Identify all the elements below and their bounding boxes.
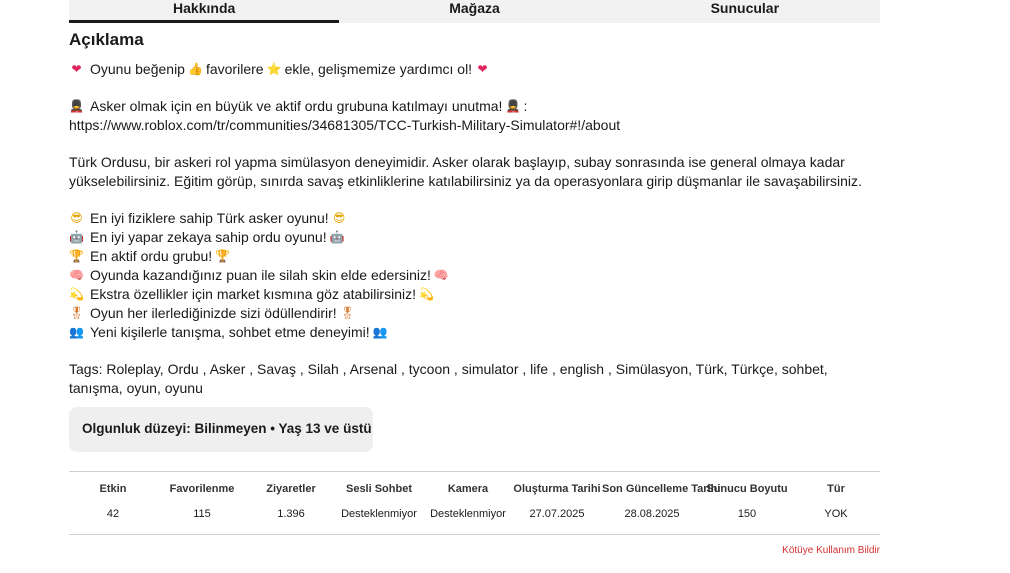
stat-camera	[418, 483, 518, 520]
feature-text: En iyi fiziklere sahip Türk asker oyunu!	[90, 210, 329, 226]
description-text: Asker olmak için en büyük ve aktif ordu grubuna katılmayı unutma!	[90, 98, 503, 114]
stat-value: Desteklenmiyor	[341, 508, 417, 520]
robot-icon: 🤖	[329, 230, 345, 244]
robot-icon: 🤖	[69, 230, 84, 244]
brain-icon: 🧠	[69, 268, 84, 282]
description-paragraph: Türk Ordusu, bir askeri rol yapma simülasyon deneyimidir. Asker olarak başlayıp, subay sonrasında ise general olmaya kadar yükselebilirsiniz. Eğitim görüp, sınırda savaş etkinliklerine katılabilirsiniz ya da operasyonlara girip düşmanlar ile savaşabilirsiniz.	[69, 154, 862, 189]
people-icon: 👥	[372, 325, 388, 339]
feature-item	[69, 285, 880, 304]
stat-label: Kamera	[447, 483, 489, 495]
tab-about[interactable]: Hakkında	[69, 0, 339, 23]
tab-servers[interactable]: Sunucular	[710, 0, 780, 16]
stat-value: 1.396	[277, 508, 305, 520]
stat-label: Tür	[827, 483, 845, 495]
heart-icon: ❤	[477, 62, 488, 76]
stat-value: YOK	[824, 508, 848, 520]
stat-active	[63, 483, 163, 520]
feature-text: Oyun her ilerlediğinizde sizi ödüllendirir!	[90, 305, 337, 321]
description-text: ekle, gelişmemize yardımcı ol!	[284, 61, 473, 77]
feature-text: Ekstra özellikler için market kısmına göz atabilirsiniz!	[90, 286, 416, 302]
stat-value: 42	[106, 508, 120, 520]
game-stats	[69, 471, 880, 535]
stat-label: Son Güncelleme Tarihi	[602, 483, 721, 495]
feature-text: Yeni kişilerle tanışma, sohbet etme deneyimi!	[90, 324, 370, 340]
heart-icon: ❤	[71, 62, 82, 76]
trophy-icon: 🏆	[69, 249, 84, 263]
tab-store[interactable]: Mağaza	[449, 0, 500, 16]
feature-text: Oyunda kazandığınız puan ile silah skin elde edersiniz!	[90, 267, 431, 283]
tags-text: Tags: Roleplay, Ordu , Asker , Savaş , Silah , Arsenal , tycoon , simulator , life , english , Simülasyon, Türk, Türkçe, sohbet, tanışma, oyun, oyunu	[69, 361, 828, 396]
medal-icon: 🎖	[69, 306, 85, 320]
feature-text: En iyi yapar zekaya sahip ordu oyunu!	[90, 229, 327, 245]
sunglasses-face-icon: 😎	[332, 211, 346, 225]
stat-favorites	[152, 483, 252, 520]
stat-genre	[786, 483, 886, 520]
tab-bar	[69, 0, 880, 23]
stat-label: Sunucu Boyutu	[706, 483, 788, 495]
stat-visits	[241, 483, 341, 520]
description-text: favorilere	[205, 61, 264, 77]
feature-item	[69, 323, 880, 342]
feature-item	[69, 228, 880, 247]
stat-label: Favorilenme	[169, 483, 235, 495]
people-icon: 👥	[69, 325, 84, 339]
feature-item	[69, 266, 880, 285]
stat-value: Desteklenmiyor	[430, 508, 506, 520]
stat-updated	[602, 483, 721, 520]
dizzy-star-icon: 💫	[419, 287, 434, 301]
stat-label: Ziyaretler	[266, 483, 316, 495]
thumbs-up-icon: 👍	[187, 62, 203, 76]
description-text: Oyunu beğenip	[90, 61, 185, 77]
description-body	[69, 60, 880, 342]
feature-item	[69, 247, 880, 266]
stat-label: Oluşturma Tarihi	[513, 483, 601, 495]
stat-label: Etkin	[99, 483, 127, 495]
stat-voice-chat	[329, 483, 429, 520]
stat-label: Sesli Sohbet	[345, 483, 413, 495]
stat-value: 115	[193, 508, 211, 520]
maturity-label: Olgunluk düzeyi: Bilinmeyen • Yaş 13 ve üstü	[82, 421, 372, 436]
star-icon: ⭐	[266, 62, 282, 76]
report-abuse-link[interactable]: Kötüye Kullanım Bildir	[782, 545, 880, 556]
feature-item	[69, 209, 880, 228]
guard-icon: 💂	[505, 99, 521, 113]
dizzy-star-icon: 💫	[69, 287, 84, 301]
stat-value: 150	[737, 508, 757, 520]
stat-value: 28.08.2025	[624, 508, 680, 520]
sunglasses-face-icon: 😎	[70, 211, 83, 225]
maturity-badge[interactable]	[69, 407, 373, 452]
description-line	[69, 60, 880, 79]
feature-item	[69, 304, 880, 323]
medal-icon: 🎖	[339, 306, 355, 320]
stat-server-size	[697, 483, 797, 520]
guard-icon: 💂	[69, 99, 84, 113]
feature-text: En aktif ordu grubu!	[90, 248, 213, 264]
trophy-icon: 🏆	[215, 249, 231, 263]
description-text: :	[523, 98, 528, 114]
community-link[interactable]: https://www.roblox.com/tr/communities/34681305/TCC-Turkish-Military-Simulator#!/about	[69, 117, 621, 133]
stat-created	[507, 483, 607, 520]
description-title: Açıklama	[69, 30, 144, 49]
brain-icon: 🧠	[433, 268, 449, 282]
description-line	[69, 97, 880, 116]
stat-value: 27.07.2025	[529, 508, 585, 520]
